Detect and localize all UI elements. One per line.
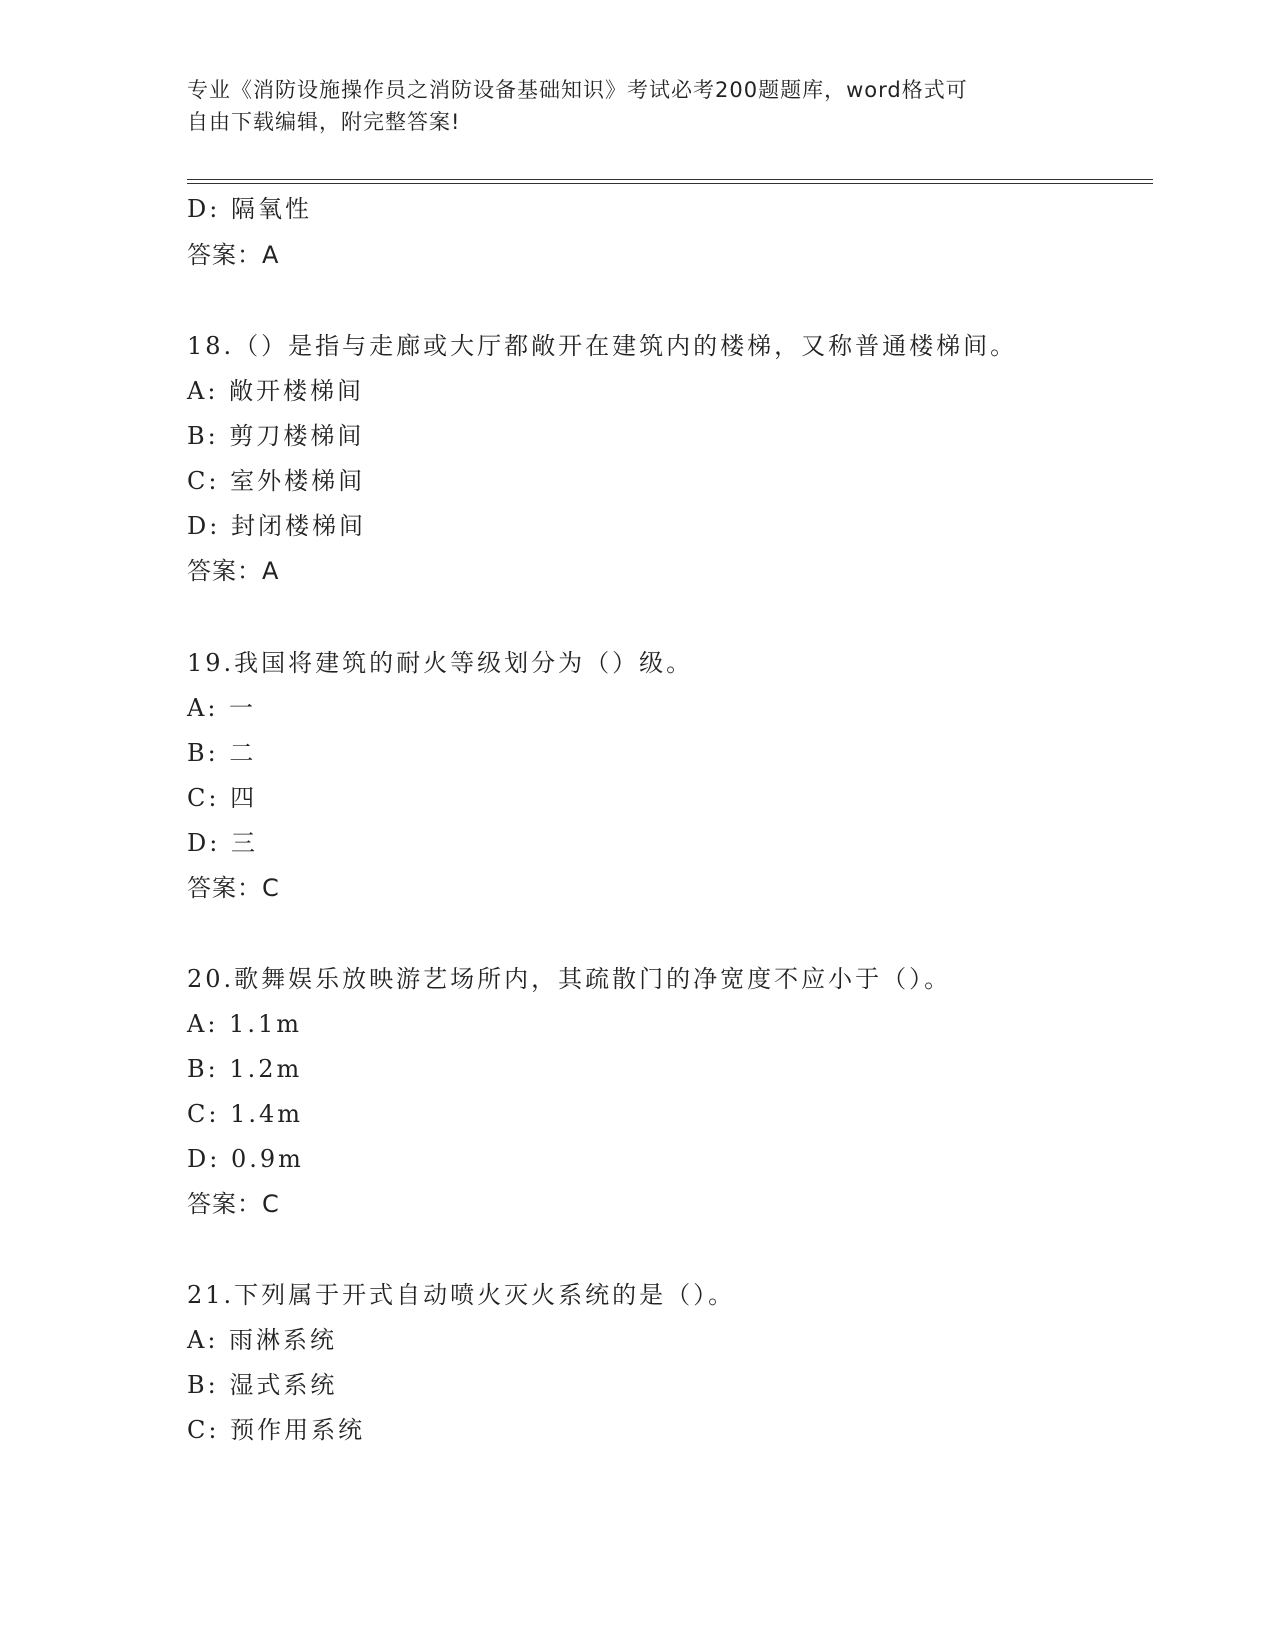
header-line-2: 自由下载编辑，附完整答案! (187, 110, 461, 134)
q19-option-c: C: 四 (187, 784, 258, 812)
q20-answer: 答案：C (187, 1190, 280, 1218)
q19-option-d: D: 三 (187, 829, 258, 857)
q20-option-b: B: 1.2m (187, 1055, 303, 1083)
q18-option-d: D: 封闭楼梯间 (187, 512, 366, 540)
q17-option-d: D: 隔氧性 (187, 195, 312, 223)
header-divider (187, 179, 1153, 184)
q19-answer: 答案：C (187, 874, 280, 902)
q20-option-c: C: 1.4m (187, 1100, 304, 1128)
q18-question: 18.（）是指与走廊或大厅都敞开在建筑内的楼梯，又称普通楼梯间。 (187, 332, 1018, 360)
q19-question: 19.我国将建筑的耐火等级划分为（）级。 (187, 649, 694, 677)
q18-answer: 答案：A (187, 557, 280, 585)
q18-option-c: C: 室外楼梯间 (187, 467, 366, 495)
q21-option-b: B: 湿式系统 (187, 1371, 338, 1399)
q18-option-a: A: 敞开楼梯间 (187, 377, 365, 405)
q21-option-a: A: 雨淋系统 (187, 1326, 338, 1354)
q17-answer: 答案：A (187, 241, 280, 269)
header-line-1: 专业《消防设施操作员之消防设备基础知识》考试必考200题题库，word格式可 (187, 78, 968, 102)
q21-question: 21.下列属于开式自动喷火灭火系统的是（）。 (187, 1281, 736, 1309)
q20-question: 20.歌舞娱乐放映游艺场所内，其疏散门的净宽度不应小于（）。 (187, 965, 952, 993)
q20-option-d: D: 0.9m (187, 1145, 304, 1173)
q18-option-b: B: 剪刀楼梯间 (187, 422, 365, 450)
q21-option-c: C: 预作用系统 (187, 1416, 366, 1444)
q19-option-a: A: 一 (187, 694, 257, 722)
page-header (187, 74, 1087, 138)
q20-option-a: A: 1.1m (187, 1010, 302, 1038)
q19-option-b: B: 二 (187, 739, 257, 767)
